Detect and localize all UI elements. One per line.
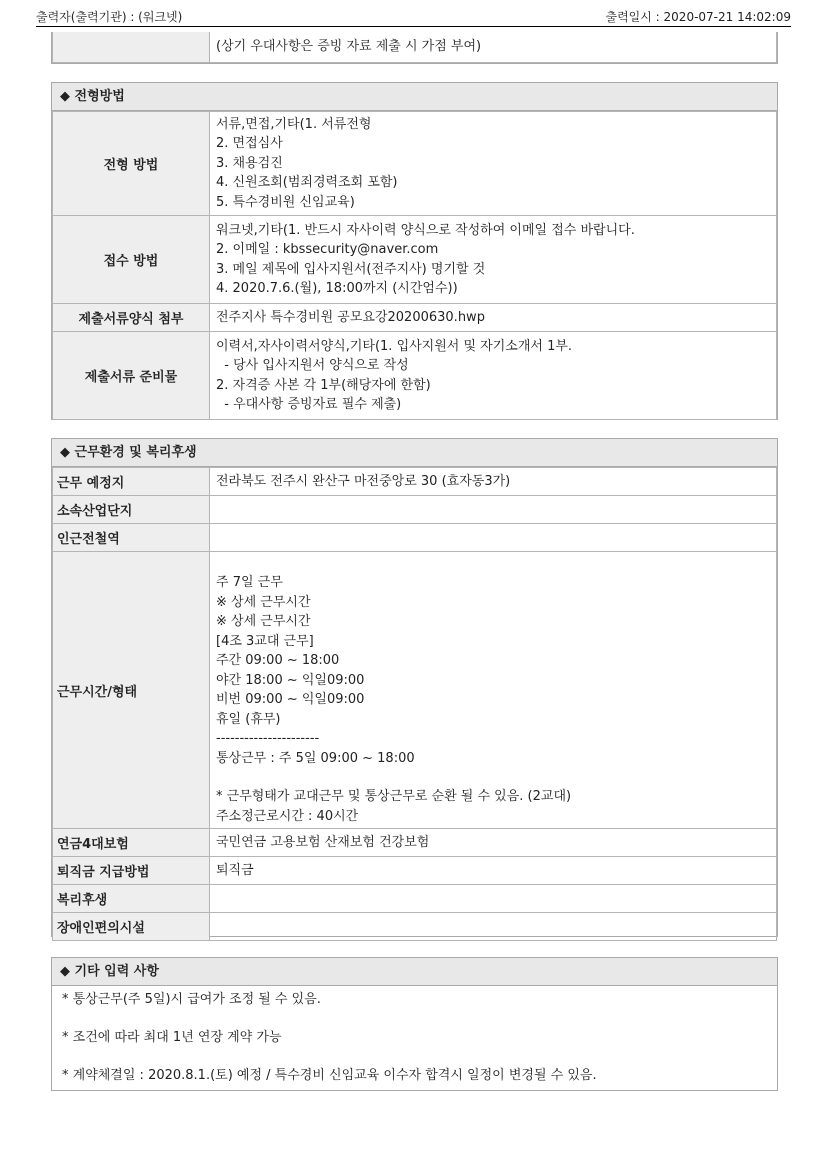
table-row: [53, 468, 777, 496]
row-value: [210, 496, 777, 524]
etc-line: * 조건에 따라 최대 1년 연장 계약 가능: [62, 1030, 282, 1045]
row-label: 복리후생: [53, 885, 210, 913]
row-label: 제출서류양식 첨부: [53, 304, 210, 332]
attachment-link[interactable]: 전주지사 특수경비원 공모요강20200630.hwp: [210, 304, 777, 332]
selection-title: ◆ 전형방법: [52, 83, 777, 111]
row-label: 연금4대보험: [53, 829, 210, 857]
row-label: 근무 예정지: [53, 468, 210, 496]
row-label: 소속산업단지: [53, 496, 210, 524]
row-value: 퇴직금: [210, 857, 777, 885]
etc-section: [51, 957, 778, 1091]
row-value: 국민연금 고용보험 산재보험 건강보험: [210, 829, 777, 857]
row-value: [210, 913, 777, 941]
work-title: ◆ 근무환경 및 복리후생: [52, 439, 777, 467]
table-row: [53, 885, 777, 913]
row-value: [210, 524, 777, 552]
table-row: [53, 829, 777, 857]
etc-line: * 통상근무(주 5일)시 급여가 조정 될 수 있음.: [62, 992, 321, 1007]
selection-section: [51, 82, 778, 420]
table-row: [53, 496, 777, 524]
table-row: [53, 112, 777, 216]
selection-table: [52, 111, 777, 420]
etc-content: [52, 986, 777, 1089]
etc-line: [62, 1047, 767, 1066]
row-label: 제출서류 준비물: [53, 332, 210, 420]
etc-title: ◆ 기타 입력 사항: [52, 958, 777, 986]
preference-note: (상기 우대사항은 증빙 자료 제출 시 가점 부여): [210, 32, 777, 63]
row-value: [210, 885, 777, 913]
row-label: 접수 방법: [53, 216, 210, 304]
print-header: [36, 6, 791, 27]
preference-note-box: [51, 32, 778, 64]
row-label: 퇴직금 지급방법: [53, 857, 210, 885]
table-row: [53, 304, 777, 332]
table-row: [53, 913, 777, 941]
preference-note-label: [53, 32, 210, 63]
output-by: 출력자(출력기관) : (워크넷): [36, 10, 183, 24]
row-value: 전라북도 전주시 완산구 마전중앙로 30 (효자동3가): [210, 468, 777, 496]
output-date: 출력일시 : 2020-07-21 14:02:09: [605, 10, 791, 24]
row-value: 서류,면접,기타(1. 서류전형 2. 면접심사 3. 채용검진 4. 신원조회(범죄경력조회 포함) 5. 특수경비원 신임교육): [210, 112, 777, 216]
row-label: 인근전철역: [53, 524, 210, 552]
table-row: [53, 216, 777, 304]
table-row: [53, 552, 777, 829]
row-label: 전형 방법: [53, 112, 210, 216]
row-label: 근무시간/형태: [53, 552, 210, 829]
row-label: 장애인편의시설: [53, 913, 210, 941]
table-row: [53, 332, 777, 420]
row-value: 이력서,자사이력서양식,기타(1. 입사지원서 및 자기소개서 1부. - 당사 입사지원서 양식으로 작성 2. 자격증 사본 각 1부(해당자에 한함) - 우대사항 증빙자료 필수 제출): [210, 332, 777, 420]
row-value: 주 7일 근무 ※ 상세 근무시간 ※ 상세 근무시간 [4조 3교대 근무] 주간 09:00 ~ 18:00 야간 18:00 ~ 익일09:00 비번 09:00 ~ 익일09:00 휴일 (휴무) ---------------------- 통상근무 : 주 5일 09:00 ~ 18:00 * 근무형태가 교대근무 및 통상근무로 순환 될 수 있음. (2교대) 주소정근로시간 : 40시간: [210, 552, 777, 829]
etc-line: [62, 1009, 767, 1028]
work-table: [52, 467, 777, 941]
row-value: 워크넷,기타(1. 반드시 자사이력 양식으로 작성하여 이메일 접수 바랍니다. 2. 이메일 : kbssecurity@naver.com 3. 메일 제목에 입사지원서(전주지사) 명기할 것 4. 2020.7.6.(월), 18:00까지 (시간엄수)): [210, 216, 777, 304]
work-section: [51, 438, 778, 937]
table-row: [53, 857, 777, 885]
table-row: [53, 524, 777, 552]
etc-line: * 계약체결일 : 2020.8.1.(토) 예정 / 특수경비 신임교육 이수자 합격시 일정이 변경될 수 있음.: [62, 1068, 597, 1083]
